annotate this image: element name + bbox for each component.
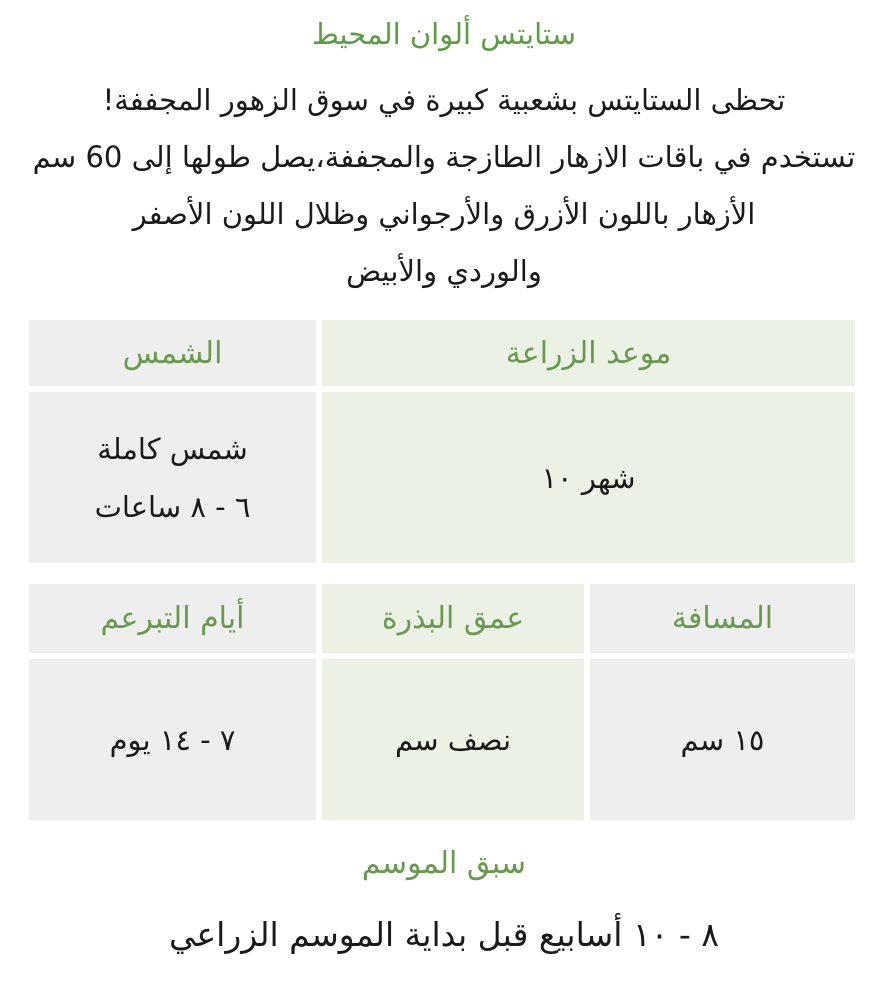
early-season-label: سبق الموسم (361, 846, 527, 881)
germination-days-header: أيام التبرعم (29, 584, 316, 653)
spacing-value: ١٥ سم (590, 659, 855, 820)
page-title: ستايتس ألوان المحيط (311, 17, 576, 51)
planting-date-header: موعد الزراعة (322, 320, 855, 386)
intro-line-2: تستخدم في باقات الازهار الطازجة والمجففة،يصل طولها إلى 60 سم (32, 140, 856, 174)
sun-header: الشمس (29, 320, 316, 386)
planting-date-value: شهر ١٠ (322, 392, 855, 563)
germination-days-value: ٧ - ١٤ يوم (29, 659, 316, 820)
intro-line-4: والوردي والأبيض (346, 254, 542, 288)
spacing-header: المسافة (590, 584, 855, 653)
intro-line-1: تحظى الستايتس بشعبية كبيرة في سوق الزهور المجففة! (102, 83, 786, 117)
intro-text (0, 72, 888, 300)
early-season-value: ٨ - ١٠ أسابيع قبل بداية الموسم الزراعي (168, 915, 720, 954)
sun-value-line-2: ٦ - ٨ ساعات (94, 489, 251, 524)
sun-value (29, 392, 316, 563)
seed-depth-value: نصف سم (322, 659, 584, 820)
intro-line-3: الأزهار باللون الأزرق والأرجواني وظلال اللون الأصفر (132, 197, 756, 231)
seed-depth-header: عمق البذرة (322, 584, 584, 653)
sun-value-line-1: شمس كاملة (97, 431, 248, 466)
